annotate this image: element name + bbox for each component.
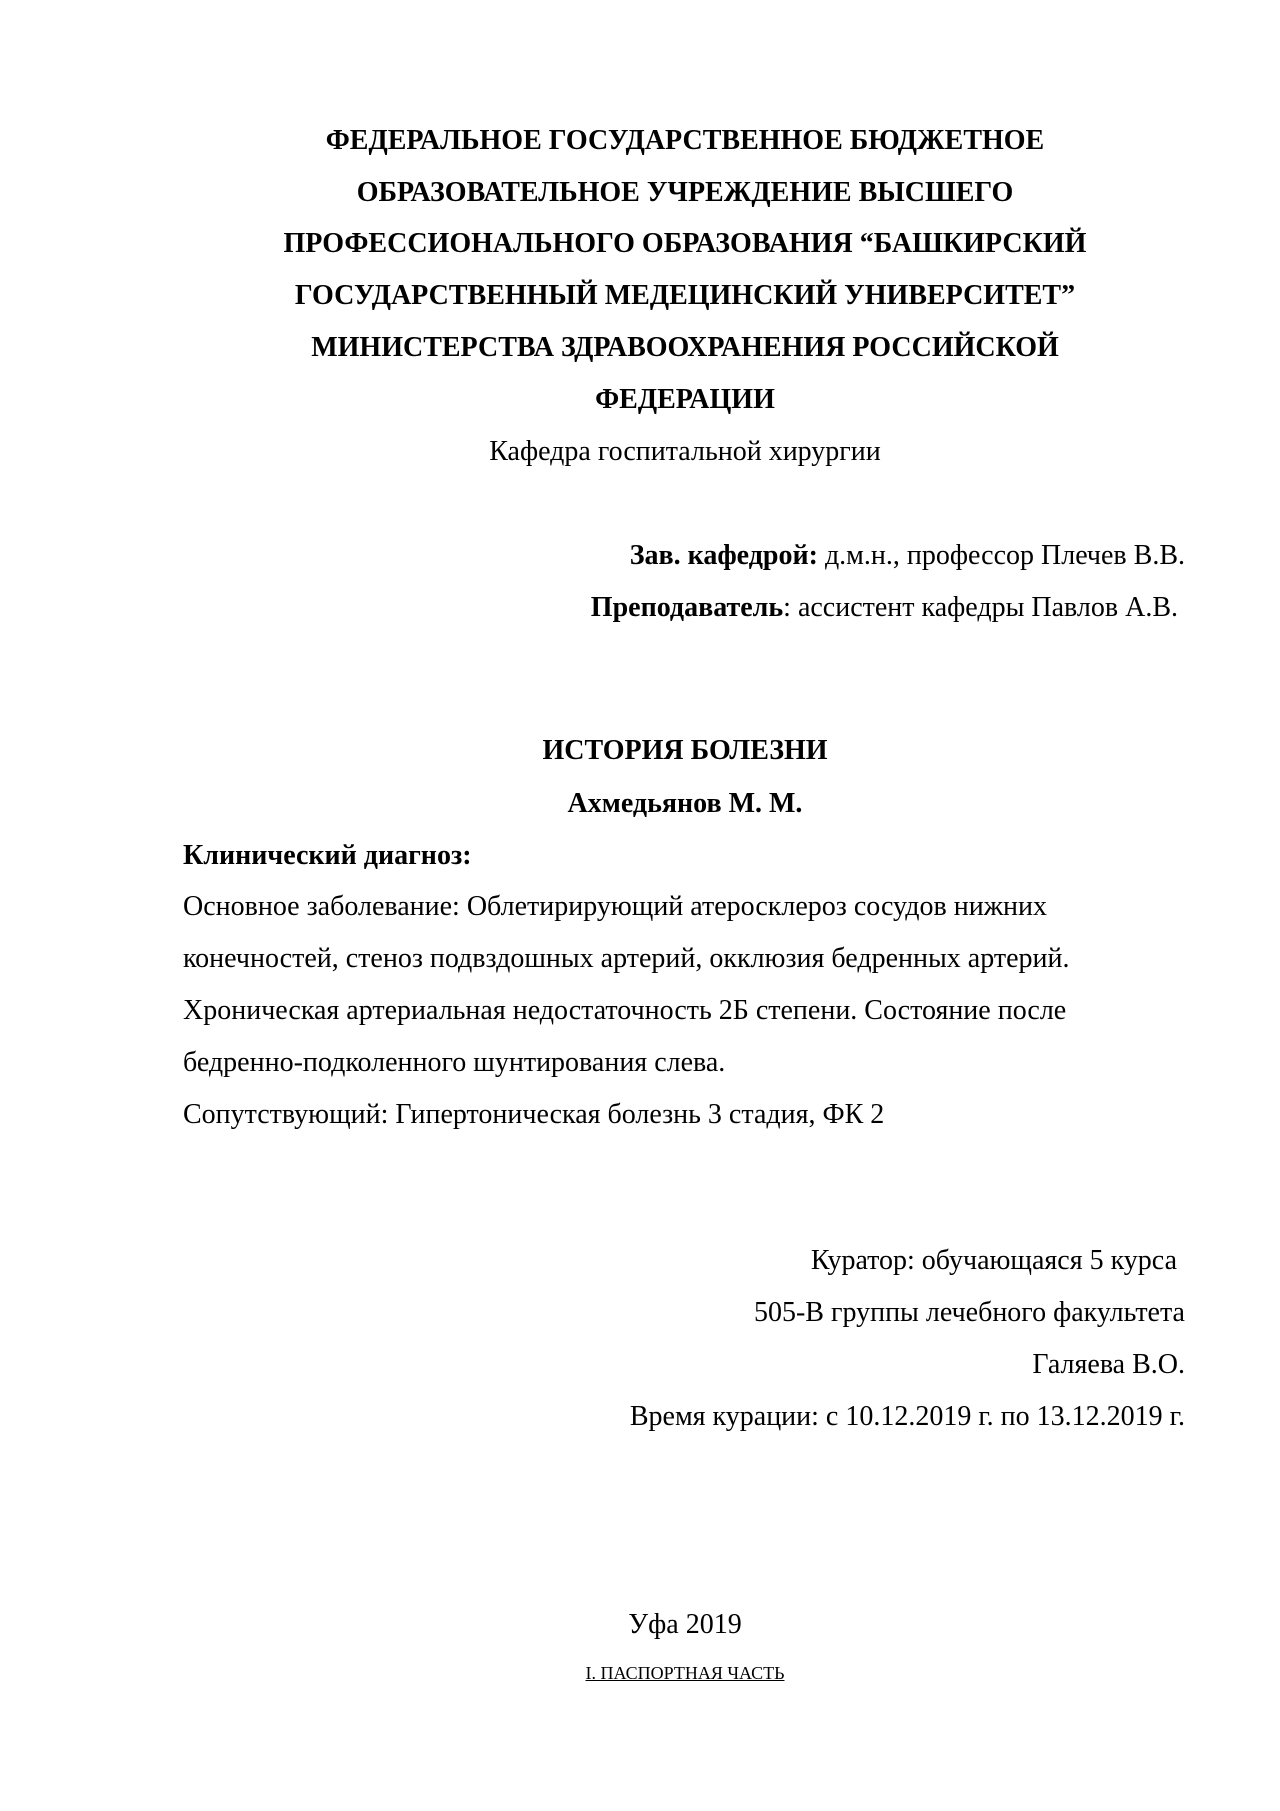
city-year: Уфа 2019	[628, 1609, 742, 1640]
curator-line: Время курации: с 10.12.2019 г. по 13.12.2019 г.	[629, 1401, 1185, 1432]
teacher-value: : ассистент кафедры Павлов А.В.	[783, 592, 1178, 623]
institution-line: ФЕДЕРАЛЬНОЕ ГОСУДАРСТВЕННОЕ БЮДЖЕТНОЕ	[325, 125, 1045, 156]
curator-line: 505-В группы лечебного факультета	[753, 1297, 1185, 1328]
curator-line: Куратор: обучающаяся 5 курса	[810, 1245, 1177, 1276]
institution-line: ФЕДЕРАЦИИ	[595, 384, 775, 415]
diagnosis-line: Хроническая артериальная недостаточность 2Б степени. Состояние после	[183, 995, 1067, 1026]
patient-name: Ахмедьянов М. М.	[567, 788, 803, 819]
institution-line: ГОСУДАРСТВЕННЫЙ МЕДЕЦИНСКИЙ УНИВЕРСИТЕТ”	[294, 280, 1076, 311]
diagnosis-line: Основное заболевание: Облетирирующий атеросклероз сосудов нижних	[183, 891, 1048, 922]
curator-line: Галяева В.О.	[1032, 1349, 1185, 1380]
document-title: ИСТОРИЯ БОЛЕЗНИ	[542, 735, 828, 766]
head-value: д.м.н., профессор Плечев В.В.	[817, 540, 1185, 571]
head-of-department	[630, 539, 1185, 573]
teacher	[591, 591, 1178, 625]
section-heading: I. ПАСПОРТНАЯ ЧАСТЬ	[585, 1663, 785, 1683]
teacher-label: Преподаватель	[590, 592, 784, 623]
institution-line: ПРОФЕССИОНАЛЬНОГО ОБРАЗОВАНИЯ “БАШКИРСКИЙ	[283, 228, 1087, 259]
head-label: Зав. кафедрой:	[629, 540, 818, 571]
institution-line: МИНИСТЕРСТВА ЗДРАВООХРАНЕНИЯ РОССИЙСКОЙ	[311, 332, 1059, 363]
institution-line: ОБРАЗОВАТЕЛЬНОЕ УЧРЕЖДЕНИЕ ВЫСШЕГО	[356, 177, 1014, 208]
department: Кафедра госпитальной хирургии	[489, 436, 881, 467]
diagnosis-line: бедренно-подколенного шунтирования слева.	[183, 1047, 726, 1078]
diagnosis-heading: Клинический диагноз:	[183, 840, 472, 871]
diagnosis-line: конечностей, стеноз подвздошных артерий, окклюзия бедренных артерий.	[183, 943, 1070, 974]
diagnosis-line: Сопутствующий: Гипертоническая болезнь 3 стадия, ФК 2	[183, 1099, 885, 1130]
